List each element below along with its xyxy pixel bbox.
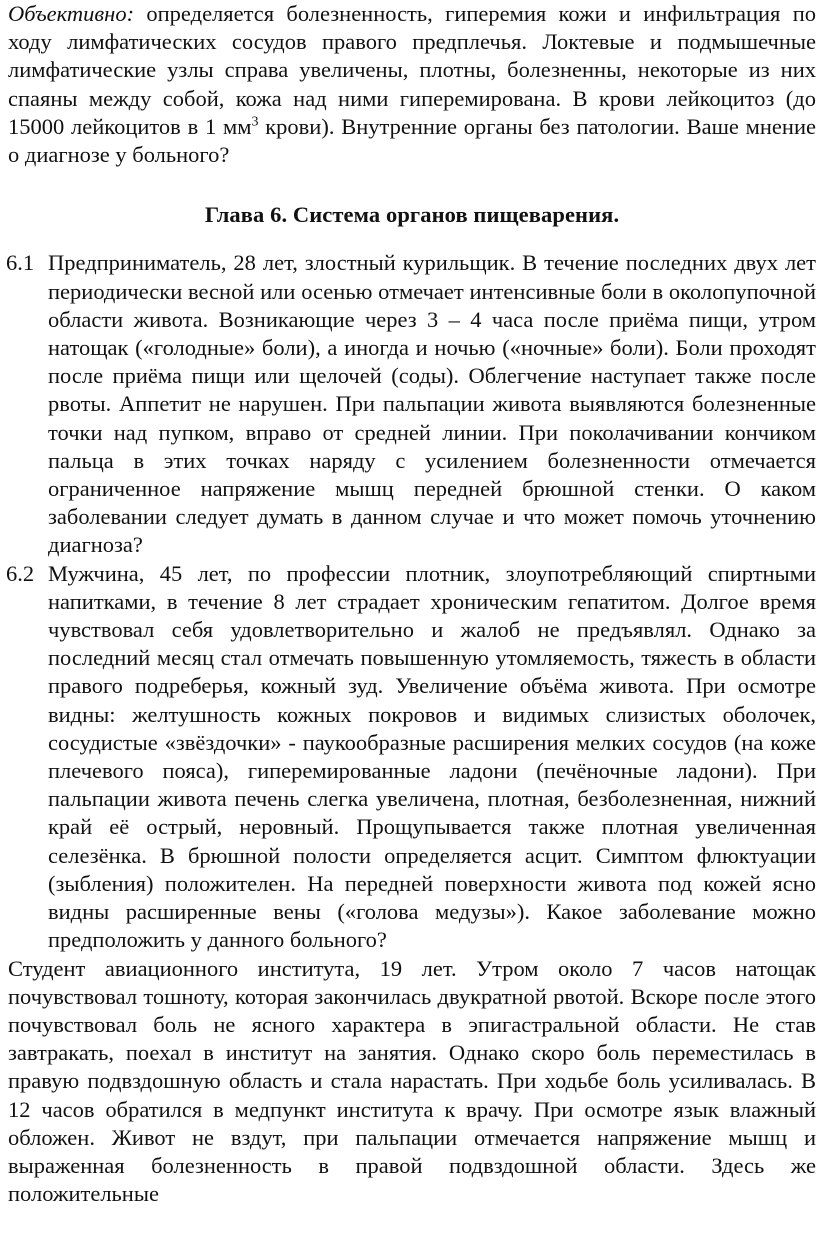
chapter-title: Глава 6. Система органов пищеварения. <box>204 202 620 228</box>
case-text: Предприниматель, 28 лет, злостный курильщик. В течение последних двух лет периодически весной или осенью отмечает интенсивные боли в околопупочной области живота. Возникающие через 3 – 4 часа после приёма пищи, утром натощак («голодные» боли), а иногда и ночью («ночные» боли). Боли проходят после приёма пищи или щелочей (соды). Облегчение наступает также после рвоты. Аппетит не нарушен. При пальпации живота выявляются болезненные точки над пупком, вправо от средней линии. При поколачивании кончиком пальца в этих точках наряду с усилением болезненности отмечается ограниченное напряжение мышц передней брюшной стенки. О каком заболевании следует думать в данном случае и что может помочь уточнению диагноза? <box>48 250 816 558</box>
case-student <box>8 955 816 1209</box>
intro-text-after: крови). Внутренние органы без патологии. Ваше мнение о диагнозе у больного? <box>8 113 816 168</box>
case-text: Мужчина, 45 лет, по профессии плотник, злоупотребляющий спиртными напитками, в течение 8 лет страдает хроническим гепатитом. Долгое время чувствовал себя удовлетворительно и жалоб не предъявлял. Однако за последний месяц стал отмечать повышенную утомляемость, тяжесть в области правого подреберья, кожный зуд. Увеличение объёма живота. При осмотре видны: желтушность кожных покровов и видимых слизистых оболочек, сосудистые «звёздочки» - паукообразные расширения мелких сосудов (на коже плечевого пояса), гиперемированные ладони (печёночные ладони). При пальпации живота печень слегка увеличена, плотная, безболезненная, нижний край её острый, неровный. Прощупывается также плотная увеличенная селезёнка. В брюшной полости определяется асцит. Симптом флюктуации (зыбления) положителен. На передней поверхности живота под кожей ясно видны расширенные вены («голова медузы»). Какое заболевание можно предположить у данного больного? <box>48 560 816 953</box>
intro-superscript: 3 <box>251 114 259 130</box>
case-number: 6.1 <box>6 250 35 276</box>
intro-label: Объективно: <box>8 1 135 26</box>
case-text: Студент авиационного института, 19 лет. Утром около 7 часов натощак почувствовал тошноту, которая закончилась двукратной рвотой. Вскоре после этого почувствовал боль не ясного характера в эпигастральной области. Не став завтракать, поехал в институт на занятия. Однако скоро боль переместилась в правую подвздошную область и стала нарастать. При ходьбе боль усиливалась. В 12 часов обратился в медпункт института к врачу. При осмотре язык влажный обложен. Живот не вздут, при пальпации отмечается напряжение мышц и выраженная болезненность в правой подвздошной области. Здесь же положительные <box>8 955 816 1207</box>
case-6-2 <box>8 560 816 955</box>
intro-paragraph <box>8 0 816 169</box>
case-number: 6.2 <box>6 560 35 586</box>
case-6-1 <box>8 249 816 559</box>
intro-text: определяется болезненность, гиперемия кожи и инфильтрация по ходу лимфатических сосудов правого предплечья. Локтевые и подмышечные лимфатические узлы справа увеличены, плотны, болезненны, некоторые из них спаяны между собой, кожа над ними гиперемирована. В крови лейкоцитоз (до 15000 лейкоцитов в 1 мм <box>8 1 816 139</box>
